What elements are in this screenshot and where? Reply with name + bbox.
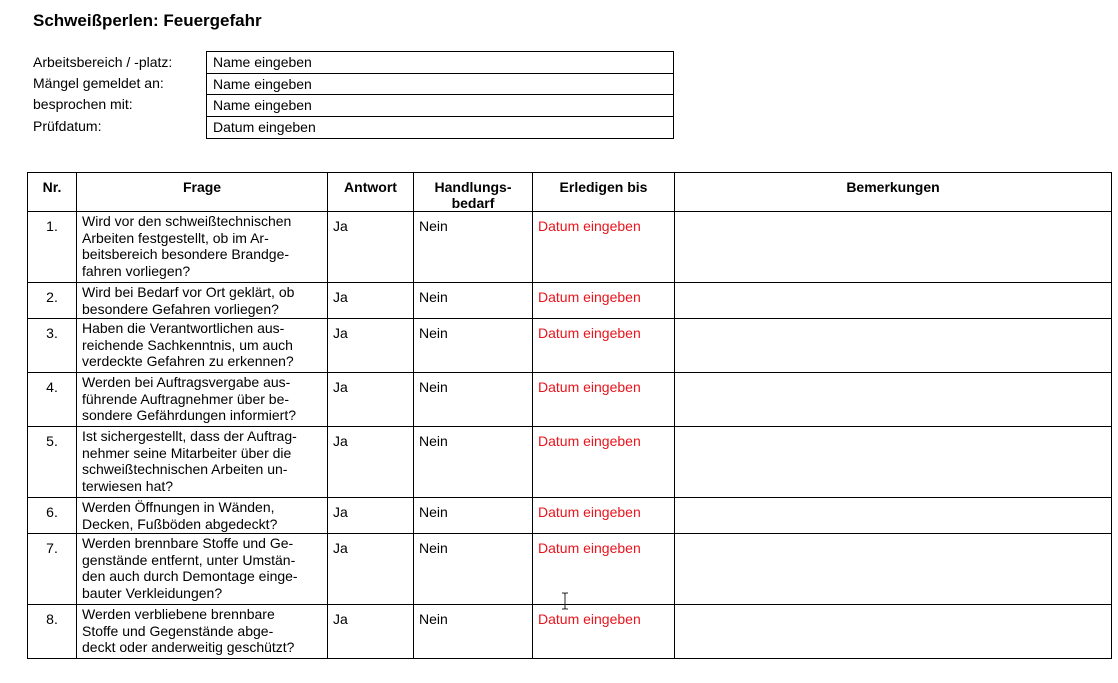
due-date-field[interactable]: Datum eingeben (533, 319, 675, 373)
due-date-field[interactable]: Datum eingeben (533, 427, 675, 498)
question-line: Werden brennbare Stoffe und Ge- (82, 535, 294, 551)
handlungsbedarf-nein[interactable]: Nein (414, 534, 533, 605)
remarks-field[interactable] (675, 283, 1112, 319)
question-cell (77, 427, 328, 498)
field-arbeitsbereich[interactable]: Name eingeben (207, 52, 673, 74)
label-arbeitsbereich: Arbeitsbereich / -platz: (33, 54, 173, 70)
question-line: deckt oder anderweitig geschützt? (82, 639, 295, 655)
handlungsbedarf-nein[interactable]: Nein (414, 427, 533, 498)
question-line: sondere Gefährdungen informiert? (82, 407, 297, 423)
checklist-table (27, 172, 1112, 659)
table-row (28, 212, 1112, 283)
question-line: Wird vor den schweißtechnischen (82, 213, 292, 229)
remarks-field[interactable] (675, 373, 1112, 427)
remarks-field[interactable] (675, 605, 1112, 659)
remarks-field[interactable] (675, 427, 1112, 498)
question-cell (77, 534, 328, 605)
label-maengel-gemeldet: Mängel gemeldet an: (33, 75, 164, 91)
question-line: Werden verbliebene brennbare (82, 606, 275, 622)
due-date-field[interactable]: Datum eingeben (533, 498, 675, 534)
answer-ja[interactable]: Ja (328, 534, 414, 605)
answer-ja[interactable]: Ja (328, 427, 414, 498)
table-header-row (28, 173, 1112, 212)
question-line: Werden bei Auftragsvergabe aus- (82, 374, 291, 390)
text-cursor-icon (560, 592, 570, 610)
table-row (28, 283, 1112, 319)
remarks-field[interactable] (675, 498, 1112, 534)
meta-fields (206, 51, 674, 139)
due-date-field[interactable]: Datum eingeben (533, 283, 675, 319)
table-row (28, 605, 1112, 659)
answer-ja[interactable]: Ja (328, 319, 414, 373)
question-line: den auch durch Demontage einge- (82, 568, 298, 584)
page-title: Schweißperlen: Feuergefahr (33, 11, 262, 30)
header-bemerkungen: Bemerkungen (675, 173, 1112, 212)
question-line: besondere Gefahren vorliegen? (82, 300, 279, 317)
answer-ja[interactable]: Ja (328, 498, 414, 534)
remarks-field[interactable] (675, 212, 1112, 283)
field-maengel-gemeldet[interactable]: Name eingeben (207, 74, 673, 96)
handlungsbedarf-nein[interactable]: Nein (414, 605, 533, 659)
question-line: nehmer seine Mitarbeiter über die (82, 444, 292, 461)
question-line: reichende Sachkenntnis, um auch (82, 336, 293, 353)
row-number: 7. (28, 534, 77, 605)
due-date-field[interactable]: Datum eingeben (533, 212, 675, 283)
question-line: schweißtechnischen Arbeiten un- (82, 461, 288, 477)
question-line: Stoffe und Gegenstände abge- (82, 622, 274, 639)
question-cell (77, 319, 328, 373)
table-row (28, 319, 1112, 373)
answer-ja[interactable]: Ja (328, 605, 414, 659)
question-line: Decken, Fußböden abgedeckt? (82, 515, 278, 532)
row-number: 2. (28, 283, 77, 319)
question-line: Haben die Verantwortlichen aus- (82, 320, 285, 336)
question-cell (77, 498, 328, 534)
header-nr: Nr. (28, 173, 77, 212)
question-line: Wird bei Bedarf vor Ort geklärt, ob (82, 284, 295, 300)
row-number: 5. (28, 427, 77, 498)
header-frage: Frage (77, 173, 328, 212)
question-line: führende Auftragnehmer über be- (82, 390, 290, 407)
question-line: terwiesen hat? (82, 477, 174, 494)
field-besprochen-mit[interactable]: Name eingeben (207, 95, 673, 117)
row-number: 4. (28, 373, 77, 427)
question-line: Ist sichergestellt, dass der Auftrag- (82, 428, 297, 444)
question-cell (77, 283, 328, 319)
header-handlungsbedarf (414, 173, 533, 212)
row-number: 8. (28, 605, 77, 659)
question-line: verdeckte Gefahren zu erkennen? (82, 353, 294, 369)
answer-ja[interactable]: Ja (328, 212, 414, 283)
question-cell (77, 212, 328, 283)
question-line: beitsbereich besondere Brandge- (82, 246, 290, 262)
handlungsbedarf-nein[interactable]: Nein (414, 283, 533, 319)
field-pruefdatum[interactable]: Datum eingeben (213, 118, 316, 135)
due-date-field[interactable]: Datum eingeben (533, 534, 675, 605)
handlungsbedarf-nein[interactable]: Nein (414, 319, 533, 373)
answer-ja[interactable]: Ja (328, 283, 414, 319)
due-date-field[interactable]: Datum eingeben (533, 605, 675, 659)
question-cell (77, 373, 328, 427)
header-handlungsbedarf-line-2: bedarf (451, 195, 495, 211)
remarks-field[interactable] (675, 319, 1112, 373)
due-date-field[interactable]: Datum eingeben (533, 373, 675, 427)
table-row (28, 427, 1112, 498)
header-handlungsbedarf-line-1: Handlungs- (434, 179, 512, 195)
row-number: 6. (28, 498, 77, 534)
question-line: fahren vorliegen? (82, 262, 191, 279)
label-besprochen-mit: besprochen mit: (33, 96, 133, 112)
table-row (28, 373, 1112, 427)
label-pruefdatum: Prüfdatum: (33, 118, 102, 134)
row-number: 3. (28, 319, 77, 373)
row-number: 1. (28, 212, 77, 283)
table-row (28, 498, 1112, 534)
remarks-field[interactable] (675, 534, 1112, 605)
question-cell (77, 605, 328, 659)
question-line: genstände entfernt, unter Umstän- (82, 551, 296, 568)
handlungsbedarf-nein[interactable]: Nein (414, 373, 533, 427)
handlungsbedarf-nein[interactable]: Nein (414, 498, 533, 534)
header-erledigen-bis: Erledigen bis (533, 173, 675, 212)
answer-ja[interactable]: Ja (328, 373, 414, 427)
header-antwort: Antwort (328, 173, 414, 212)
question-line: Werden Öffnungen in Wänden, (82, 499, 275, 515)
handlungsbedarf-nein[interactable]: Nein (414, 212, 533, 283)
question-line: bauter Verkleidungen? (82, 584, 223, 601)
question-line: Arbeiten festgestellt, ob im Ar- (82, 229, 269, 246)
